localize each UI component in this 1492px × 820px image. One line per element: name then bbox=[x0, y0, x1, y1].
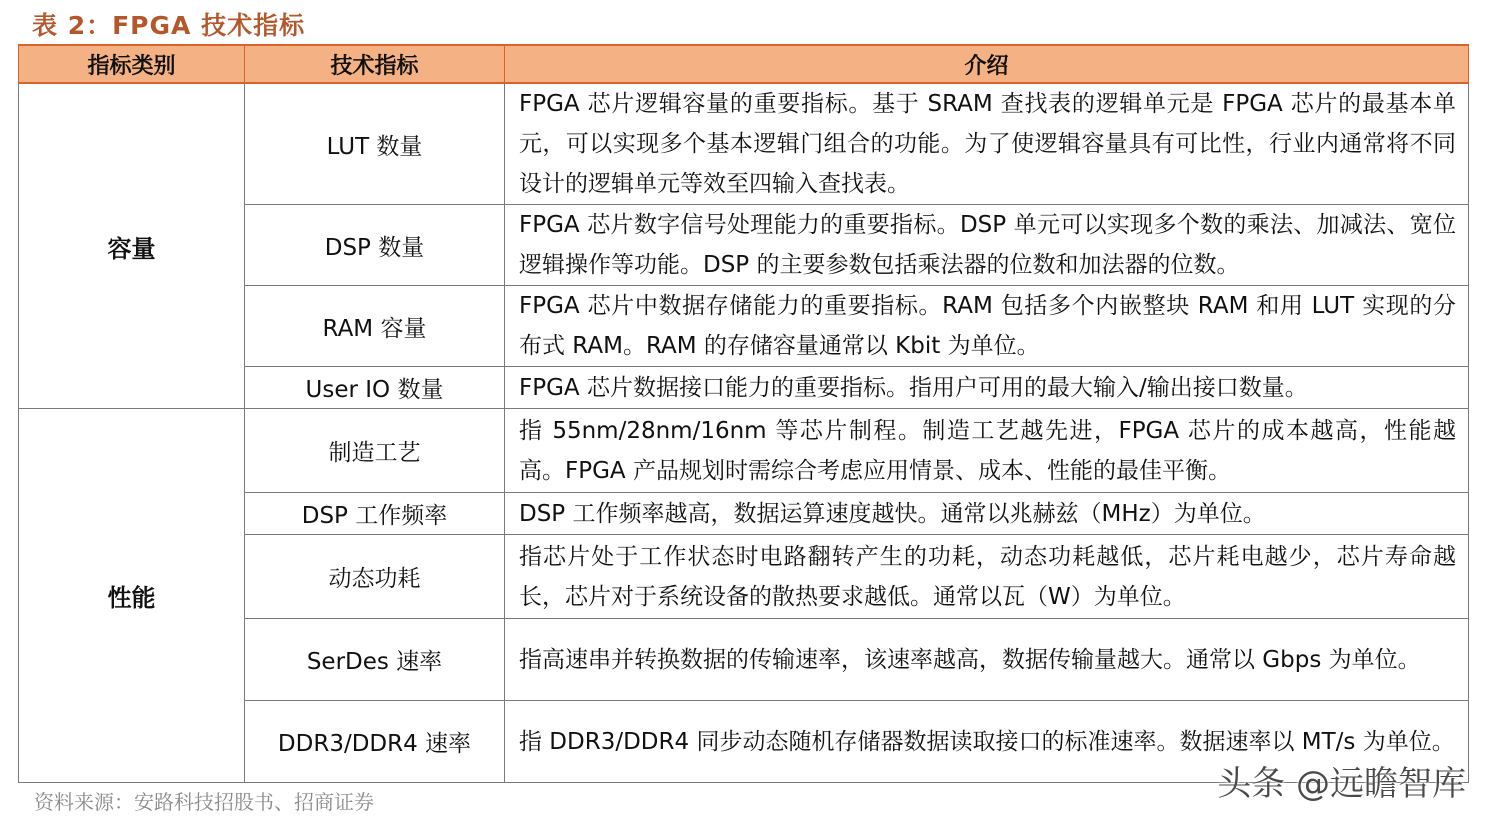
watermark: 头条 @远瞻智库 bbox=[1217, 764, 1466, 804]
table-title: 表 2：FPGA 技术指标 bbox=[32, 11, 306, 40]
header-category: 指标类别 bbox=[19, 45, 245, 83]
metric-cell: LUT 数量 bbox=[245, 83, 505, 205]
metric-cell: DSP 数量 bbox=[245, 205, 505, 286]
description-cell: 指高速串并转换数据的传输速率，该速率越高，数据传输量越大。通常以 Gbps 为单位。 bbox=[505, 619, 1469, 701]
table-header-row bbox=[19, 45, 1469, 83]
metric-cell: SerDes 速率 bbox=[245, 619, 505, 701]
metric-cell: DSP 工作频率 bbox=[245, 493, 505, 535]
description-cell: FPGA 芯片逻辑容量的重要指标。基于 SRAM 查找表的逻辑单元是 FPGA 芯片的最基本单元，可以实现多个基本逻辑门组合的功能。为了使逻辑容量具有可比性，行业内通常将不同设计的逻辑单元等效至四输入查找表。 bbox=[505, 83, 1469, 205]
description-cell: FPGA 芯片数字信号处理能力的重要指标。DSP 单元可以实现多个数的乘法、加减法、宽位逻辑操作等功能。DSP 的主要参数包括乘法器的位数和加法器的位数。 bbox=[505, 205, 1469, 286]
source-note: 资料来源：安路科技招股书、招商证券 bbox=[34, 790, 374, 814]
description-cell: 指芯片处于工作状态时电路翻转产生的功耗，动态功耗越低，芯片耗电越少，芯片寿命越长，芯片对于系统设备的散热要求越低。通常以瓦（W）为单位。 bbox=[505, 535, 1469, 619]
metric-cell: 制造工艺 bbox=[245, 409, 505, 493]
metric-cell: 动态功耗 bbox=[245, 535, 505, 619]
description-cell: FPGA 芯片中数据存储能力的重要指标。RAM 包括多个内嵌整块 RAM 和用 LUT 实现的分布式 RAM。RAM 的存储容量通常以 Kbit 为单位。 bbox=[505, 286, 1469, 367]
header-description: 介绍 bbox=[505, 45, 1469, 83]
category-performance: 性能 bbox=[19, 409, 245, 783]
description-cell: 指 DDR3/DDR4 同步动态随机存储器数据读取接口的标准速率。数据速率以 MT/s 为单位。 bbox=[505, 701, 1469, 783]
category-capacity: 容量 bbox=[19, 83, 245, 409]
description-cell: FPGA 芯片数据接口能力的重要指标。指用户可用的最大输入/输出接口数量。 bbox=[505, 367, 1469, 409]
table-row bbox=[19, 409, 1469, 493]
metric-cell: DDR3/DDR4 速率 bbox=[245, 701, 505, 783]
metric-cell: RAM 容量 bbox=[245, 286, 505, 367]
header-metric: 技术指标 bbox=[245, 45, 505, 83]
fpga-metrics-table bbox=[18, 44, 1469, 783]
description-cell: DSP 工作频率越高，数据运算速度越快。通常以兆赫兹（MHz）为单位。 bbox=[505, 493, 1469, 535]
table-row bbox=[19, 83, 1469, 205]
metric-cell: User IO 数量 bbox=[245, 367, 505, 409]
description-cell: 指 55nm/28nm/16nm 等芯片制程。制造工艺越先进，FPGA 芯片的成本越高，性能越高。FPGA 产品规划时需综合考虑应用情景、成本、性能的最佳平衡。 bbox=[505, 409, 1469, 493]
